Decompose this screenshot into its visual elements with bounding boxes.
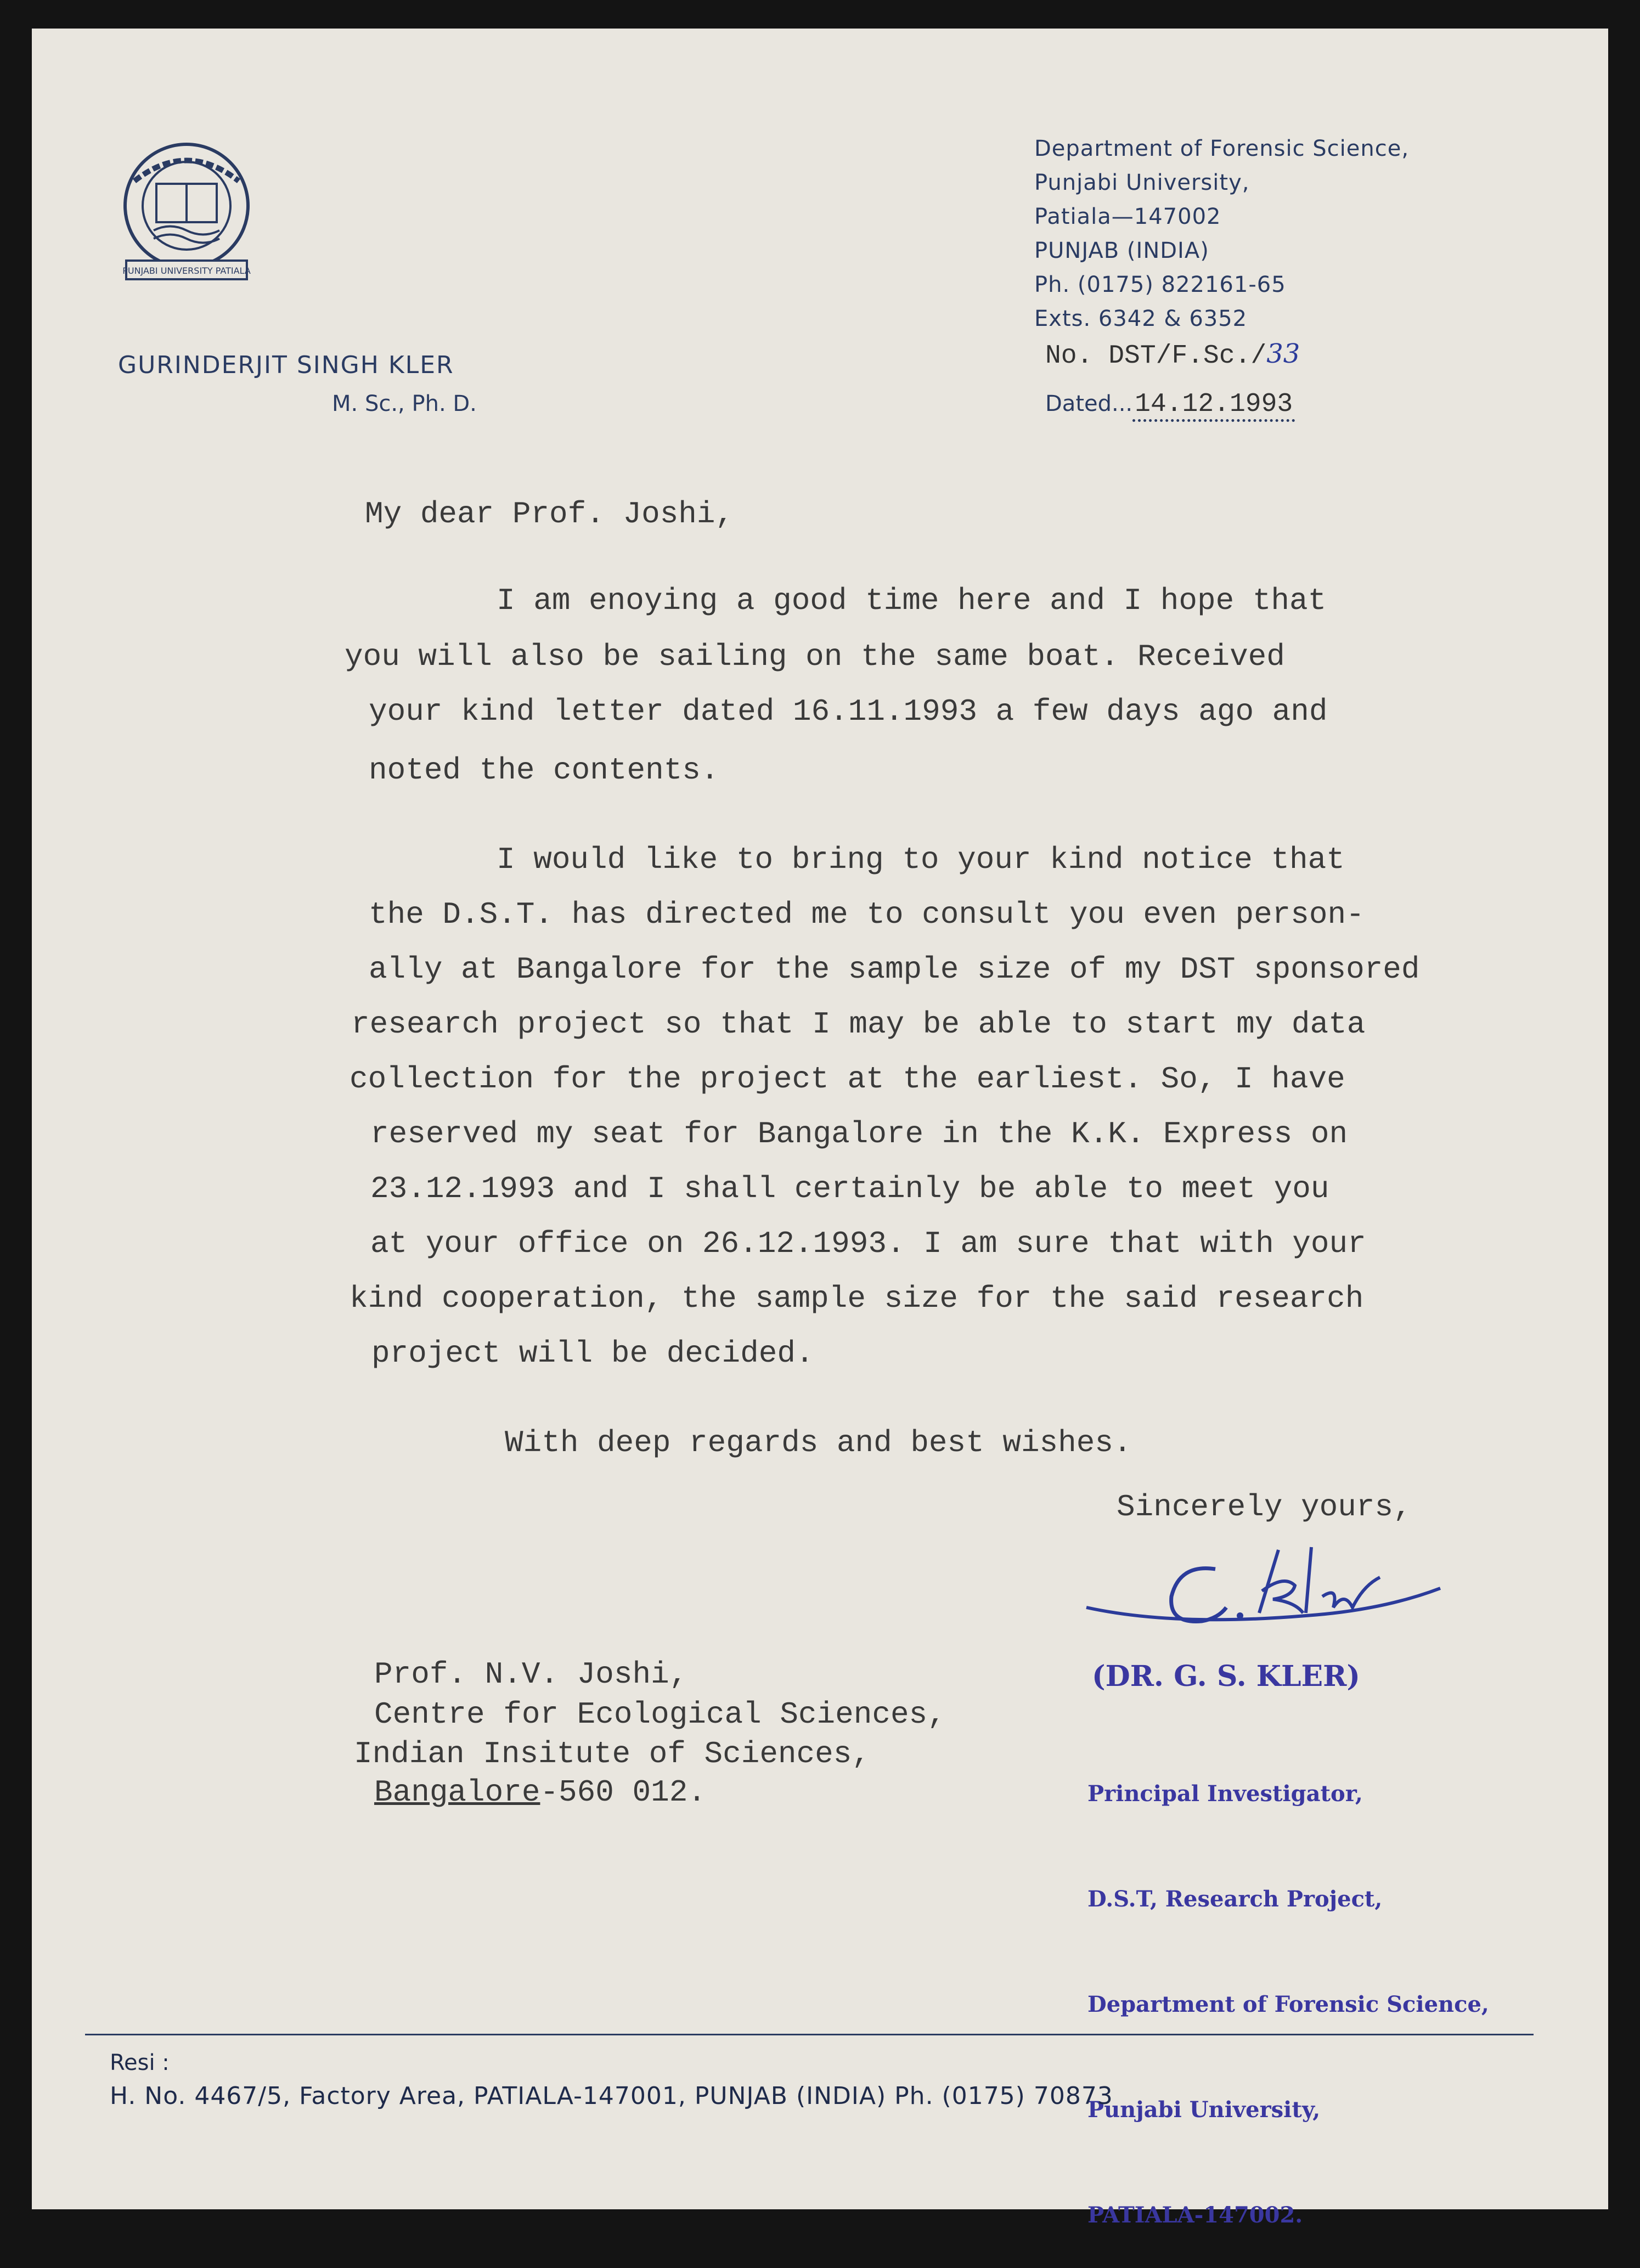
body-line: research project so that I may be able to start my data [351, 1007, 1366, 1042]
recipient-city [374, 1775, 706, 1810]
stamp-line: Principal Investigator, [1087, 1781, 1363, 1807]
body-line: I would like to bring to your kind notice that [497, 842, 1345, 877]
residence-label: Resi : [110, 2050, 170, 2075]
dated-label: Dated... [1045, 391, 1133, 416]
footer-divider [85, 2034, 1534, 2035]
body-line: at your office on 26.12.1993. I am sure that with your [370, 1226, 1366, 1261]
dated-field [1045, 390, 1295, 419]
recipient-pin: -560 012. [540, 1775, 706, 1810]
university-logo [102, 140, 272, 294]
body-line: project will be decided. [371, 1336, 814, 1371]
sender-name: GURINDERJIT SINGH KLER [118, 351, 454, 379]
stamp-line: Department of Forensic Science, [1087, 1991, 1489, 2017]
logo-text: PUNJABI UNIVERSITY PATIALA [122, 266, 251, 276]
body-line: you will also be sailing on the same boat. Received [345, 639, 1285, 674]
body-line: I am enoying a good time here and I hope that [497, 583, 1327, 618]
stamp-details [1087, 1706, 1489, 2268]
reference-number [1045, 338, 1300, 371]
body-line: ally at Bangalore for the sample size of my DST sponsored [369, 952, 1420, 987]
recipient-line: Prof. N.V. Joshi, [374, 1657, 688, 1692]
signature [1075, 1525, 1459, 1651]
stamp-line: Punjabi University, [1087, 2097, 1321, 2123]
body-line: kind cooperation, the sample size for the said research [350, 1281, 1364, 1316]
body-line: the D.S.T. has directed me to consult you even person- [369, 897, 1365, 932]
sender-degrees: M. Sc., Ph. D. [332, 391, 477, 416]
address-line: Department of Forensic Science, [1034, 136, 1410, 161]
regards-line: With deep regards and best wishes. [505, 1425, 1132, 1460]
recipient-line: Indian Insitute of Sciences, [354, 1736, 870, 1771]
stamp-line: D.S.T, Research Project, [1087, 1886, 1383, 1912]
reference-handwritten: 33 [1266, 338, 1300, 369]
address-line: Punjabi University, [1034, 170, 1250, 195]
address-line: PUNJAB (INDIA) [1034, 238, 1209, 263]
recipient-city-underlined: Bangalore [374, 1775, 540, 1810]
sender-address [1034, 132, 1409, 336]
body-line: noted the contents. [369, 753, 719, 788]
closing: Sincerely yours, [1117, 1490, 1412, 1525]
body-line: 23.12.1993 and I shall certainly be able to meet you [370, 1171, 1329, 1206]
address-line: Exts. 6342 & 6352 [1034, 306, 1248, 331]
recipient-line: Centre for Ecological Sciences, [374, 1697, 946, 1732]
body-line: reserved my seat for Bangalore in the K.K. Express on [370, 1116, 1348, 1152]
reference-prefix: No. DST/F.Sc./ [1045, 341, 1267, 371]
residence-address: H. No. 4467/5, Factory Area, PATIALA-147001, PUNJAB (INDIA) Ph. (0175) 70873 [110, 2082, 1113, 2110]
salutation: My dear Prof. Joshi, [365, 497, 734, 532]
stamp-line: PATIALA-147002. [1087, 2202, 1303, 2228]
address-line: Patiala—147002 [1034, 204, 1221, 229]
body-line: your kind letter dated 16.11.1993 a few days ago and [369, 694, 1328, 729]
dated-value: 14.12.1993 [1132, 390, 1295, 422]
stamp-name: (DR. G. S. KLER) [1092, 1660, 1360, 1693]
body-line: collection for the project at the earliest. So, I have [350, 1062, 1345, 1097]
address-line: Ph. (0175) 822161-65 [1034, 272, 1286, 297]
